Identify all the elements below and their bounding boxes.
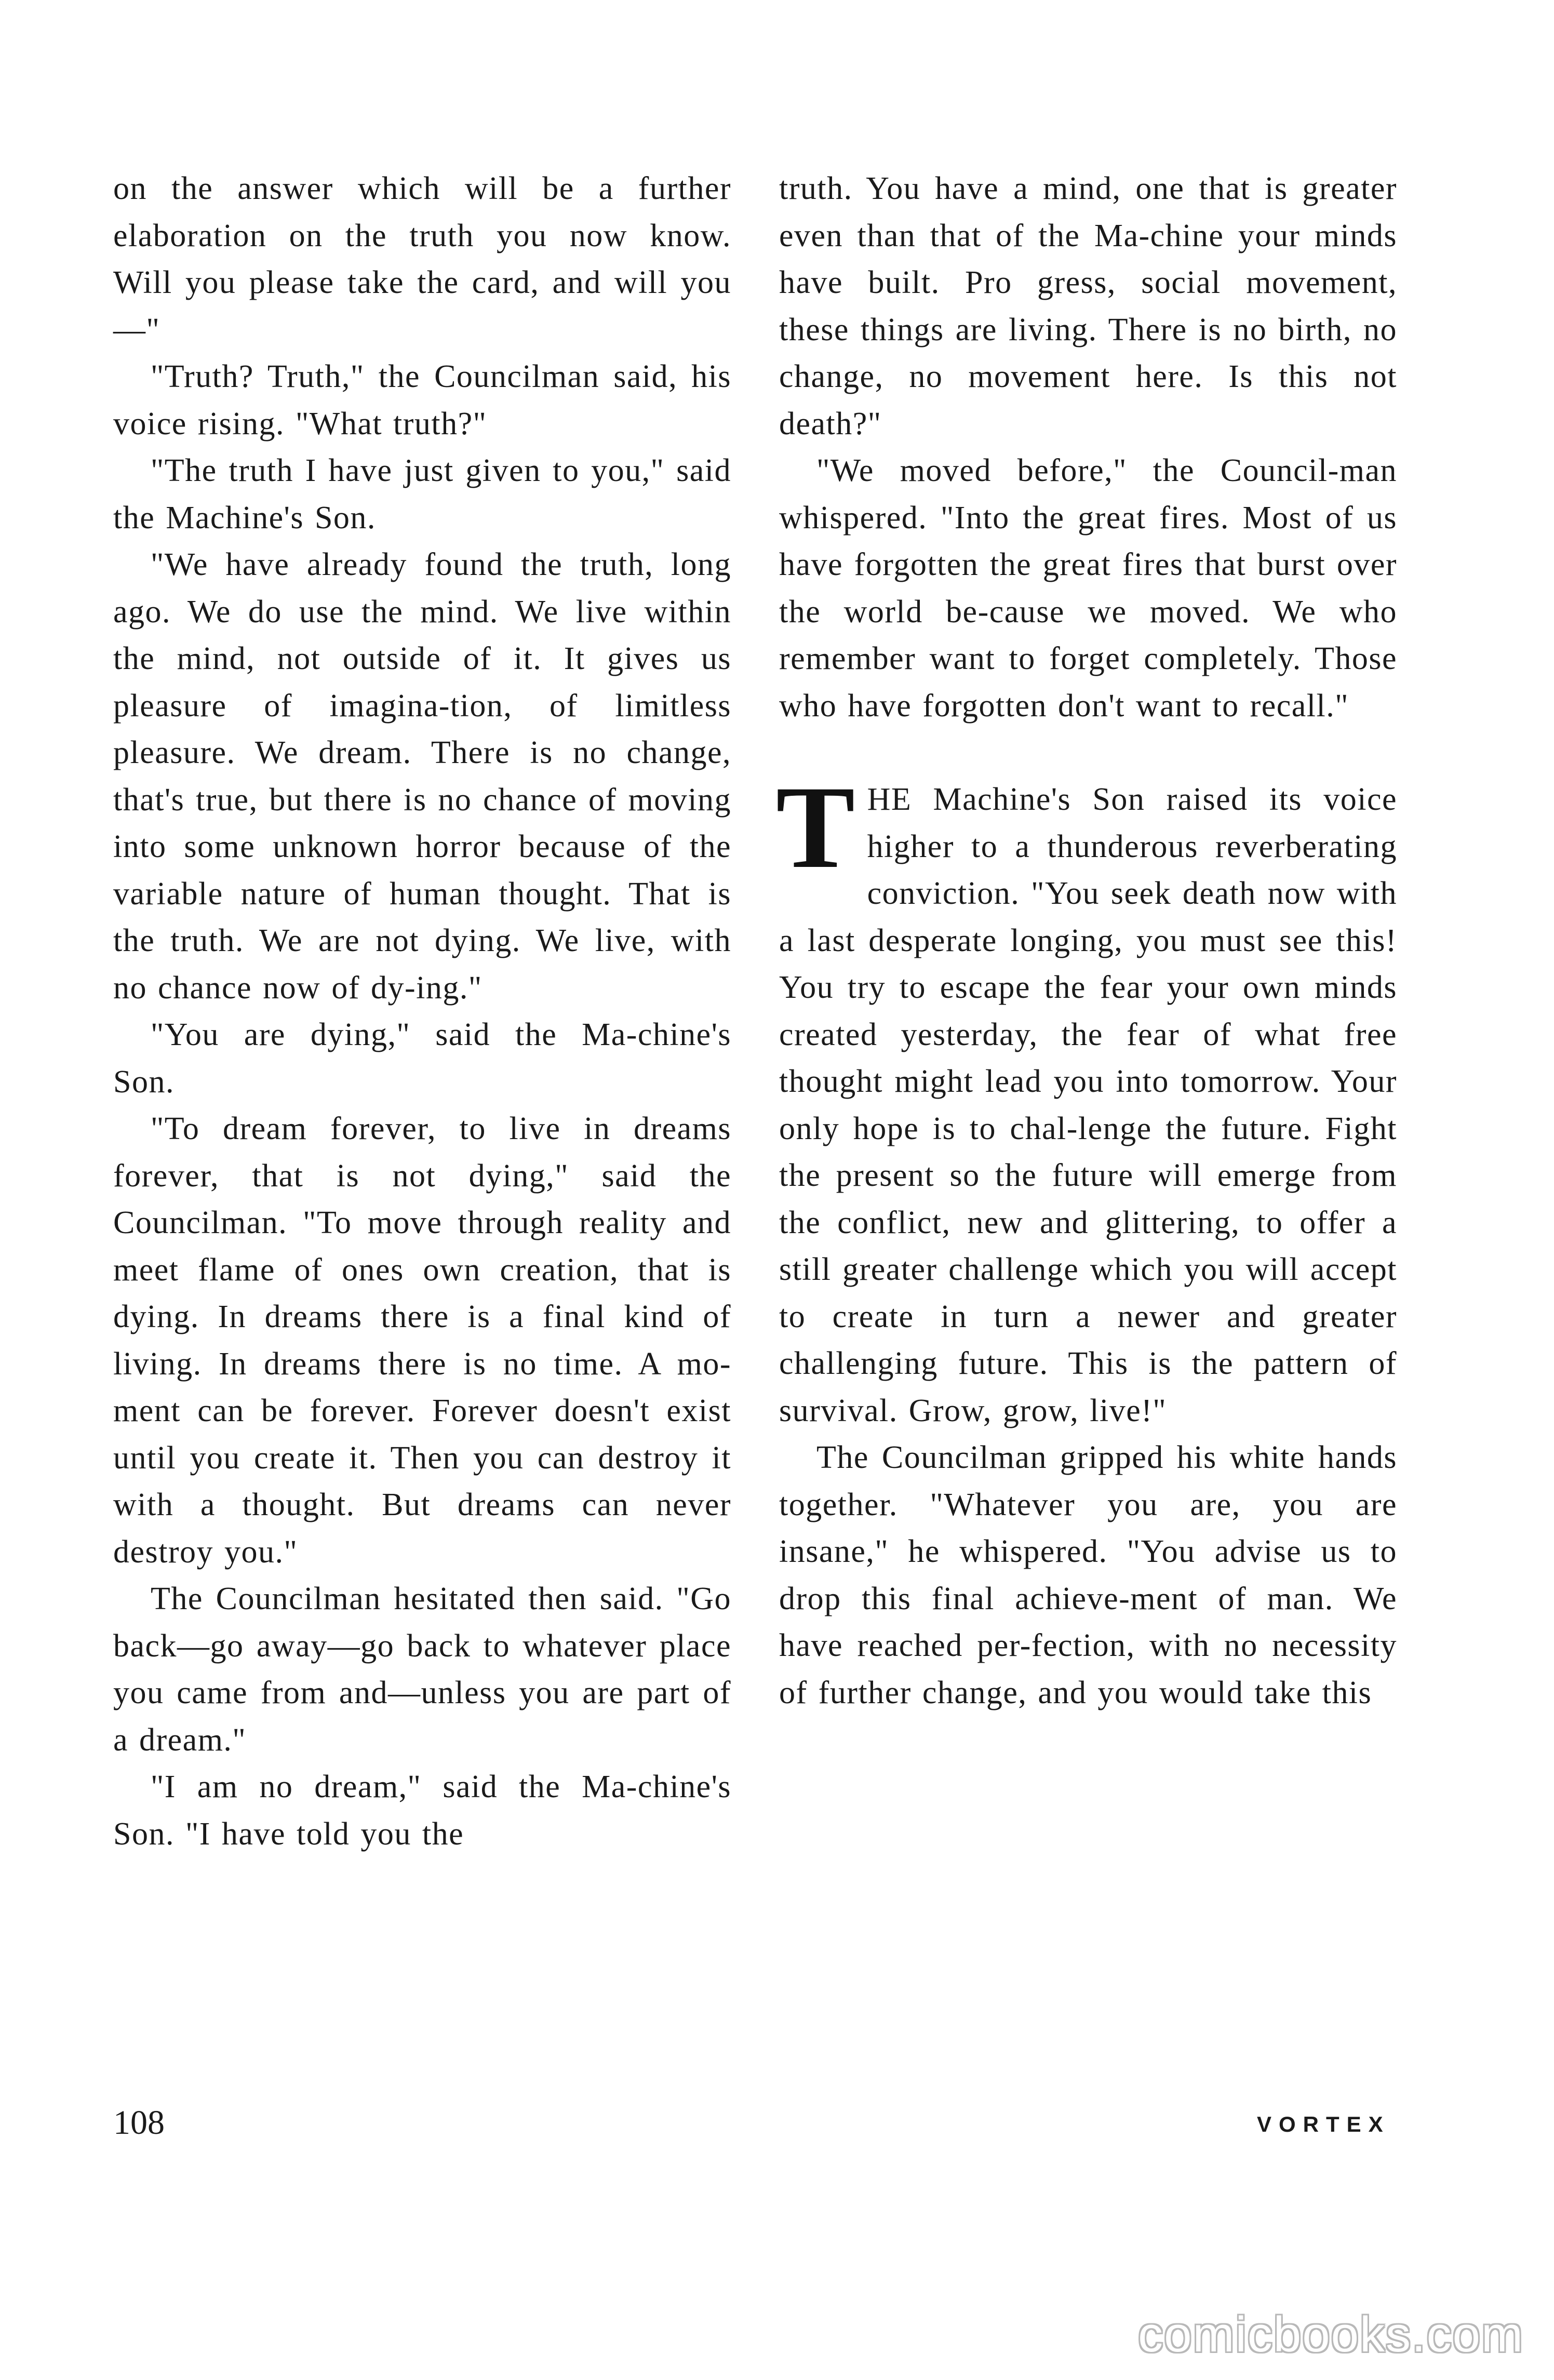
watermark-logo: comicbooks.com <box>1138 2307 1524 2362</box>
page-number: 108 <box>113 2104 165 2142</box>
paragraph: "You are dying," said the Ma-chine's Son. <box>113 1017 731 1100</box>
paragraph: truth. You have a mind, one that is greater even than that of the Ma-chine your minds have built. Pro gress, social movement, these things are living. There is no birth, no change, no movement here. Is this not death?" <box>779 171 1397 442</box>
paragraph: The Councilman gripped his white hands together. "Whatever you are, you are insane," he whispered. "You advise us to drop this final achieve-ment of man. We have reached per-fection, with no necessity of further change, and you would take this <box>779 1440 1397 1710</box>
paragraph: "To dream forever, to live in dreams forever, that is not dying," said the Councilman. "To move through reality and meet flame of ones own creation, that is dying. In dreams there is a final kind of living. In dreams there is no time. A mo-ment can be forever. Forever doesn't exist until you create it. Then you can destroy it with a thought. But dreams can never destroy you." <box>113 1111 731 1570</box>
paragraph: on the answer which will be a further elaboration on the truth you now know. Will you please take the card, and will you—" <box>113 171 731 347</box>
paragraph: "Truth? Truth," the Councilman said, his voice rising. "What truth?" <box>113 359 731 442</box>
paragraph: "The truth I have just given to you," said the Machine's Son. <box>113 453 731 536</box>
right-column <box>776 165 1397 1716</box>
left-column <box>113 165 731 1857</box>
paragraph: "We have already found the truth, long ago. We do use the mind. We live within the mind, not outside of it. It gives us pleasure of imagina-tion, of limitless pleasure. We dream. There is no change, that's true, but there is no chance of moving into some unknown horror because of the variable nature of human thought. That is the truth. We are not dying. We live, with no chance now of dy-ing." <box>113 547 731 1006</box>
running-head: VORTEX <box>1257 2112 1390 2136</box>
paragraph: The Councilman hesitated then said. "Go back—go away—go back to whatever place you came from and—unless you are part of a dream." <box>113 1581 731 1758</box>
paragraph: "I am no dream," said the Ma-chine's Son. "I have told you the <box>113 1769 731 1852</box>
section-opening-paragraph <box>776 762 1397 1434</box>
drop-cap: T <box>776 762 856 893</box>
paragraph: "We moved before," the Council-man whispered. "Into the great fires. Most of us have forgotten the great fires that burst over the world be-cause we moved. We who remember want to forget completely. Those who have forgotten don't want to recall." <box>779 453 1397 724</box>
section-opening-text: HE Machine's Son raised its voice higher to a thunderous reverberating conviction. "You seek death now with a last desperate longing, you must see this! You try to escape the fear your own minds created yesterday, the fear of what free thought might lead you into tomorrow. Your only hope is to chal-lenge the future. Fight the present so the future will emerge from the conflict, new and glittering, to offer a still greater challenge which you will accept to create in turn a newer and greater challenging future. This is the pattern of survival. Grow, grow, live!" <box>779 782 1397 1428</box>
